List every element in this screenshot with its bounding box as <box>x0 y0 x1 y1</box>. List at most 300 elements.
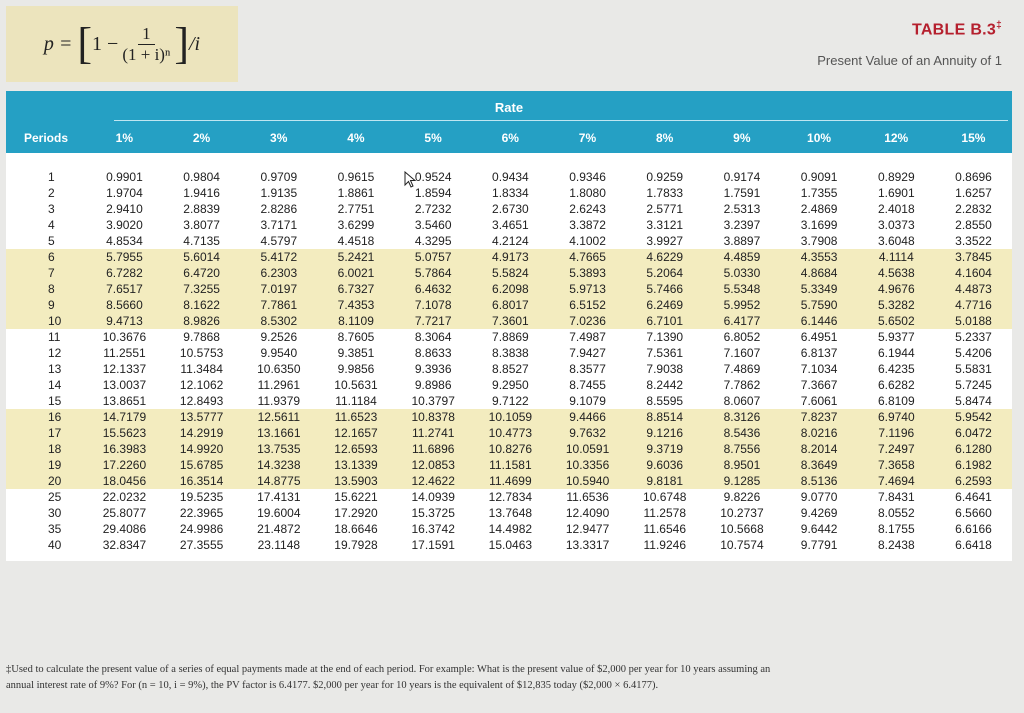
table-row <box>6 425 1012 441</box>
value-cell: 0.9174 <box>723 170 761 184</box>
value-cell: 3.8897 <box>723 234 761 248</box>
formula-left-bracket: [ <box>77 19 93 68</box>
table-row <box>6 233 1012 249</box>
value-cell: 6.4720 <box>183 266 220 280</box>
value-cell: 1.9135 <box>260 186 298 200</box>
value-cell: 4.1114 <box>878 250 914 264</box>
period-cell: 8 <box>48 282 55 296</box>
period-cell: 11 <box>48 330 61 344</box>
value-cell: 7.7217 <box>414 314 452 328</box>
value-cell: 8.5302 <box>260 314 298 328</box>
value-cell: 5.2421 <box>337 250 375 264</box>
value-cell: 9.8226 <box>723 490 761 504</box>
period-cell: 13 <box>48 362 62 376</box>
value-cell: 9.3719 <box>646 442 684 456</box>
value-cell: 9.6036 <box>646 458 684 472</box>
value-cell: 9.7122 <box>492 394 529 408</box>
period-cell: 1 <box>48 170 55 184</box>
value-cell: 10.6350 <box>257 362 301 376</box>
value-cell: 10.4773 <box>488 426 533 440</box>
table-row <box>6 409 1012 425</box>
value-cell: 14.0939 <box>411 490 455 504</box>
value-cell: 3.7908 <box>800 234 838 248</box>
value-cell: 7.9427 <box>569 346 606 360</box>
value-cell: 6.7282 <box>106 266 143 280</box>
value-cell: 7.1607 <box>723 346 761 360</box>
value-cell: 3.6299 <box>337 218 375 232</box>
value-cell: 8.5436 <box>723 426 761 440</box>
value-cell: 6.4177 <box>723 314 761 328</box>
value-cell: 6.7101 <box>646 314 684 328</box>
value-cell: 9.1285 <box>723 474 761 488</box>
value-cell: 7.3601 <box>492 314 529 328</box>
value-cell: 6.1280 <box>955 442 992 456</box>
value-cell: 11.2578 <box>643 506 686 520</box>
value-cell: 2.2832 <box>955 202 992 216</box>
value-cell: 8.3838 <box>492 346 529 360</box>
value-cell: 12.8493 <box>179 394 224 408</box>
value-cell: 3.0373 <box>877 218 915 232</box>
value-cell: 8.9501 <box>723 458 761 472</box>
value-cell: 2.5771 <box>646 202 684 216</box>
value-cell: 7.0197 <box>260 282 298 296</box>
value-cell: 8.5595 <box>646 394 684 408</box>
value-cell: 13.5903 <box>334 474 378 488</box>
value-cell: 5.7245 <box>955 378 992 392</box>
table-title-mark: ‡ <box>996 20 1002 31</box>
value-cell: 5.3349 <box>800 282 838 296</box>
formula-denominator: (1 + i)ⁿ <box>122 44 171 64</box>
value-cell: 6.2593 <box>955 474 992 488</box>
value-cell: 9.4466 <box>569 410 606 424</box>
value-cell: 12.6593 <box>334 442 378 456</box>
value-cell: 5.4206 <box>955 346 992 360</box>
value-cell: 10.3356 <box>565 458 610 472</box>
value-cell: 10.5753 <box>179 346 224 360</box>
value-cell: 12.7834 <box>488 490 533 504</box>
period-cell: 18 <box>48 442 62 456</box>
value-cell: 7.8237 <box>800 410 838 424</box>
table-row <box>6 393 1012 409</box>
value-cell: 11.3484 <box>180 362 223 376</box>
period-cell: 3 <box>48 202 55 216</box>
value-cell: 2.8550 <box>955 218 992 232</box>
value-cell: 4.7665 <box>569 250 606 264</box>
value-cell: 11.2551 <box>103 346 146 360</box>
value-cell: 5.2337 <box>955 330 992 344</box>
value-cell: 5.9542 <box>955 410 992 424</box>
value-cell: 2.9410 <box>106 202 143 216</box>
value-cell: 15.3725 <box>411 506 455 520</box>
value-cell: 6.1944 <box>877 346 915 360</box>
value-cell: 6.5152 <box>569 298 606 312</box>
value-cell: 5.3893 <box>569 266 606 280</box>
value-cell: 0.8929 <box>877 170 915 184</box>
value-cell: 8.9826 <box>183 314 220 328</box>
value-cell: 8.1755 <box>877 522 915 536</box>
value-cell: 10.5631 <box>334 378 378 392</box>
value-cell: 8.8514 <box>646 410 684 424</box>
periods-header: Periods <box>24 131 69 145</box>
value-cell: 2.5313 <box>723 202 761 216</box>
value-cell: 13.8651 <box>102 394 147 408</box>
value-cell: 13.1339 <box>334 458 378 472</box>
value-cell: 4.1002 <box>569 234 606 248</box>
value-cell: 19.7928 <box>334 538 378 552</box>
value-cell: 0.9901 <box>106 170 143 184</box>
value-cell: 12.0853 <box>411 458 455 472</box>
table-row <box>6 281 1012 297</box>
value-cell: 6.6418 <box>955 538 992 552</box>
value-cell: 8.1622 <box>183 298 220 312</box>
value-cell: 11.6546 <box>643 522 686 536</box>
value-cell: 5.6502 <box>877 314 915 328</box>
value-cell: 5.4172 <box>260 250 298 264</box>
value-cell: 9.2526 <box>260 330 298 344</box>
value-cell: 5.7466 <box>646 282 684 296</box>
value-cell: 4.3553 <box>800 250 838 264</box>
table-title-text: TABLE B.3 <box>911 21 997 39</box>
rate-divider <box>114 120 1008 121</box>
value-cell: 8.3577 <box>569 362 606 376</box>
value-cell: 11.9379 <box>257 394 301 408</box>
value-cell: 11.2961 <box>257 378 301 392</box>
value-cell: 7.1078 <box>414 298 452 312</box>
value-cell: 2.7751 <box>337 202 375 216</box>
value-cell: 9.1216 <box>646 426 684 440</box>
value-cell: 12.5611 <box>257 410 301 424</box>
value-cell: 7.3255 <box>183 282 220 296</box>
formula-minus: − <box>107 32 119 55</box>
value-cell: 9.3936 <box>414 362 452 376</box>
rate-header: 12% <box>884 131 909 145</box>
value-cell: 7.8869 <box>492 330 529 344</box>
value-cell: 10.3797 <box>411 394 455 408</box>
value-cell: 4.4859 <box>723 250 761 264</box>
value-cell: 7.4869 <box>723 362 761 376</box>
value-cell: 5.0188 <box>955 314 992 328</box>
value-cell: 15.6785 <box>179 458 224 472</box>
title-block <box>817 20 1002 68</box>
period-cell: 4 <box>48 218 55 232</box>
value-cell: 9.9856 <box>337 362 375 376</box>
table-row <box>6 473 1012 489</box>
period-cell: 25 <box>48 490 62 504</box>
value-cell: 0.9259 <box>646 170 684 184</box>
value-cell: 4.8684 <box>800 266 838 280</box>
value-cell: 6.4235 <box>877 362 915 376</box>
value-cell: 1.8594 <box>414 186 452 200</box>
value-cell: 1.6901 <box>877 186 915 200</box>
value-cell: 6.4632 <box>414 282 452 296</box>
value-cell: 16.3983 <box>102 442 147 456</box>
value-cell: 14.4982 <box>488 522 533 536</box>
value-cell: 5.9377 <box>877 330 915 344</box>
value-cell: 7.3658 <box>877 458 915 472</box>
value-cell: 3.8077 <box>183 218 220 232</box>
value-cell: 3.1699 <box>800 218 838 232</box>
formula-lhs: p = <box>43 32 73 55</box>
value-cell: 24.9986 <box>179 522 224 536</box>
value-cell: 29.4086 <box>102 522 147 536</box>
value-cell: 32.8347 <box>102 538 147 552</box>
value-cell: 10.8378 <box>411 410 455 424</box>
value-cell: 10.3676 <box>102 330 147 344</box>
value-cell: 5.9713 <box>569 282 606 296</box>
value-cell: 12.4090 <box>565 506 610 520</box>
value-cell: 7.1390 <box>646 330 684 344</box>
value-cell: 25.8077 <box>102 506 147 520</box>
value-cell: 22.0232 <box>102 490 147 504</box>
value-cell: 7.2497 <box>877 442 915 456</box>
period-cell: 35 <box>48 522 62 536</box>
value-cell: 5.7590 <box>800 298 838 312</box>
value-cell: 12.1062 <box>179 378 224 392</box>
value-cell: 3.6048 <box>877 234 915 248</box>
table-row <box>6 457 1012 473</box>
value-cell: 1.9704 <box>106 186 143 200</box>
value-cell: 4.4873 <box>955 282 992 296</box>
value-cell: 4.7135 <box>183 234 220 248</box>
value-cell: 3.9927 <box>646 234 684 248</box>
value-cell: 9.3851 <box>337 346 375 360</box>
value-cell: 5.8474 <box>955 394 992 408</box>
value-cell: 12.1657 <box>334 426 378 440</box>
value-cell: 6.0021 <box>337 266 375 280</box>
value-cell: 13.1661 <box>257 426 301 440</box>
value-cell: 6.8017 <box>492 298 529 312</box>
value-cell: 1.8080 <box>569 186 606 200</box>
value-cell: 8.2438 <box>877 538 915 552</box>
rate-header: 1% <box>115 131 134 145</box>
value-cell: 6.9740 <box>877 410 915 424</box>
value-cell: 6.8137 <box>800 346 838 360</box>
table-row <box>6 345 1012 361</box>
value-cell: 12.4622 <box>411 474 455 488</box>
rate-header: 9% <box>733 131 751 145</box>
value-cell: 9.6442 <box>800 522 838 536</box>
table-row <box>6 489 1012 505</box>
value-cell: 6.8052 <box>723 330 761 344</box>
value-cell: 2.8839 <box>183 202 220 216</box>
period-cell: 20 <box>48 474 62 488</box>
value-cell: 1.6257 <box>955 186 992 200</box>
value-cell: 18.0456 <box>102 474 147 488</box>
value-cell: 0.9709 <box>260 170 298 184</box>
value-cell: 17.2260 <box>102 458 147 472</box>
rate-header: 10% <box>807 131 832 145</box>
table-subtitle: Present Value of an Annuity of 1 <box>817 53 1002 69</box>
period-cell: 30 <box>48 506 62 520</box>
value-cell: 9.7632 <box>569 426 606 440</box>
value-cell: 6.4641 <box>955 490 992 504</box>
table-row <box>6 217 1012 233</box>
value-cell: 1.7591 <box>723 186 761 200</box>
value-cell: 5.5348 <box>723 282 761 296</box>
table-row <box>6 297 1012 313</box>
value-cell: 0.9804 <box>183 170 220 184</box>
value-cell: 16.3514 <box>179 474 224 488</box>
value-cell: 15.5623 <box>102 426 147 440</box>
footnote-line-2: annual interest rate of 9%? For (n = 10, i = 9%), the PV factor is 6.4177. $2,000 per year for 10 years is the equivalent of $12,835 today ($2,000 × 6.4177). <box>6 680 659 691</box>
value-cell: 15.0463 <box>488 538 533 552</box>
rate-header: 5% <box>424 131 442 145</box>
value-cell: 0.9434 <box>492 170 529 184</box>
value-cell: 10.1059 <box>488 410 533 424</box>
value-cell: 4.7716 <box>955 298 992 312</box>
value-cell: 9.4713 <box>106 314 143 328</box>
value-cell: 13.0037 <box>102 378 147 392</box>
rate-header: 2% <box>192 131 211 145</box>
value-cell: 4.6229 <box>646 250 684 264</box>
value-cell: 6.2303 <box>260 266 298 280</box>
value-cell: 7.7862 <box>723 378 761 392</box>
rate-header: 6% <box>501 131 519 145</box>
value-cell: 8.2442 <box>646 378 684 392</box>
period-cell: 17 <box>48 426 62 440</box>
table-row <box>6 329 1012 345</box>
table-row <box>6 201 1012 217</box>
value-cell: 22.3965 <box>179 506 224 520</box>
footnote <box>6 662 1012 694</box>
period-cell: 19 <box>48 458 62 472</box>
value-cell: 8.5660 <box>106 298 143 312</box>
value-cell: 9.7868 <box>183 330 220 344</box>
table-row <box>6 377 1012 393</box>
value-cell: 10.2737 <box>720 506 764 520</box>
value-cell: 14.7179 <box>102 410 147 424</box>
annuity-table <box>6 91 1012 561</box>
value-cell: 4.3295 <box>414 234 452 248</box>
period-cell: 2 <box>48 186 55 200</box>
period-cell: 10 <box>48 314 62 328</box>
value-cell: 8.8527 <box>492 362 529 376</box>
value-cell: 7.4694 <box>877 474 915 488</box>
table-row <box>6 249 1012 265</box>
value-cell: 7.3667 <box>800 378 838 392</box>
value-cell: 7.6061 <box>800 394 838 408</box>
value-cell: 3.3121 <box>646 218 684 232</box>
value-cell: 6.5660 <box>955 506 992 520</box>
value-cell: 8.2014 <box>800 442 838 456</box>
value-cell: 8.0216 <box>800 426 838 440</box>
value-cell: 4.8534 <box>106 234 143 248</box>
value-cell: 6.7327 <box>337 282 375 296</box>
value-cell: 10.5668 <box>720 522 764 536</box>
value-cell: 13.3317 <box>565 538 610 552</box>
value-cell: 7.8431 <box>877 490 915 504</box>
value-cell: 5.0330 <box>723 266 761 280</box>
value-cell: 10.6748 <box>643 490 687 504</box>
table-row <box>6 441 1012 457</box>
value-cell: 3.5460 <box>414 218 452 232</box>
table-row <box>6 265 1012 281</box>
value-cell: 6.6282 <box>877 378 915 392</box>
value-cell: 8.7605 <box>337 330 375 344</box>
table-header <box>6 91 1012 153</box>
rate-header: 8% <box>655 131 674 145</box>
value-cell: 7.7861 <box>260 298 298 312</box>
value-cell: 8.3064 <box>414 330 452 344</box>
value-cell: 11.6523 <box>334 410 378 424</box>
value-cell: 11.1581 <box>489 458 532 472</box>
value-cell: 11.1184 <box>335 394 377 408</box>
value-cell: 3.7171 <box>260 218 298 232</box>
value-cell: 7.1034 <box>800 362 838 376</box>
value-cell: 17.2920 <box>334 506 378 520</box>
value-cell: 13.7648 <box>488 506 533 520</box>
value-cell: 4.4518 <box>337 234 375 248</box>
rate-header: 7% <box>578 131 597 145</box>
value-cell: 7.4353 <box>337 298 375 312</box>
value-cell: 5.2064 <box>646 266 684 280</box>
value-cell: 6.4951 <box>800 330 838 344</box>
footnote-line-1: ‡Used to calculate the present value of a series of equal payments made at the end of each period. For example: What is the present value of $2,000 per year for 10 years assuming an <box>6 664 771 675</box>
rate-header: 3% <box>270 131 288 145</box>
value-cell: 5.7955 <box>106 250 143 264</box>
value-cell: 27.3555 <box>179 538 224 552</box>
formula-tail: /i <box>188 32 201 55</box>
value-cell: 6.6166 <box>955 522 992 536</box>
value-cell: 3.4651 <box>492 218 529 232</box>
value-cell: 0.8696 <box>955 170 992 184</box>
value-cell: 9.8181 <box>646 474 684 488</box>
header-row <box>6 131 1012 145</box>
value-cell: 2.8286 <box>260 202 298 216</box>
value-cell: 3.7845 <box>955 250 992 264</box>
value-cell: 10.7574 <box>720 538 764 552</box>
value-cell: 2.7232 <box>414 202 452 216</box>
value-cell: 18.6646 <box>334 522 378 536</box>
value-cell: 8.8633 <box>414 346 452 360</box>
value-cell: 7.4987 <box>569 330 606 344</box>
value-cell: 5.9952 <box>723 298 761 312</box>
value-cell: 6.1982 <box>955 458 992 472</box>
value-cell: 8.7455 <box>569 378 606 392</box>
value-cell: 13.5777 <box>179 410 224 424</box>
value-cell: 0.9091 <box>800 170 838 184</box>
value-cell: 11.6896 <box>411 442 455 456</box>
value-cell: 0.9346 <box>569 170 606 184</box>
value-cell: 8.3649 <box>800 458 838 472</box>
table-row <box>6 169 1012 185</box>
value-cell: 1.7355 <box>800 186 838 200</box>
table-row <box>6 313 1012 329</box>
period-cell: 6 <box>48 250 55 264</box>
value-cell: 19.6004 <box>257 506 301 520</box>
value-cell: 3.3522 <box>955 234 992 248</box>
period-cell: 12 <box>48 346 62 360</box>
value-cell: 3.3872 <box>569 218 606 232</box>
value-cell: 8.1109 <box>338 314 374 328</box>
value-cell: 3.2397 <box>723 218 761 232</box>
table-row <box>6 505 1012 521</box>
value-cell: 3.9020 <box>106 218 143 232</box>
value-cell: 1.8334 <box>492 186 529 200</box>
value-cell: 7.1196 <box>878 426 915 440</box>
period-cell: 16 <box>48 410 62 424</box>
value-cell: 7.6517 <box>106 282 143 296</box>
value-cell: 14.2919 <box>179 426 224 440</box>
value-cell: 7.5361 <box>646 346 684 360</box>
period-cell: 7 <box>48 266 55 280</box>
table-title <box>817 20 1002 39</box>
value-cell: 8.0552 <box>877 506 915 520</box>
value-cell: 6.1446 <box>800 314 838 328</box>
formula-numerator: 1 <box>138 24 155 45</box>
formula-one: 1 <box>92 32 103 55</box>
value-cell: 17.4131 <box>257 490 301 504</box>
